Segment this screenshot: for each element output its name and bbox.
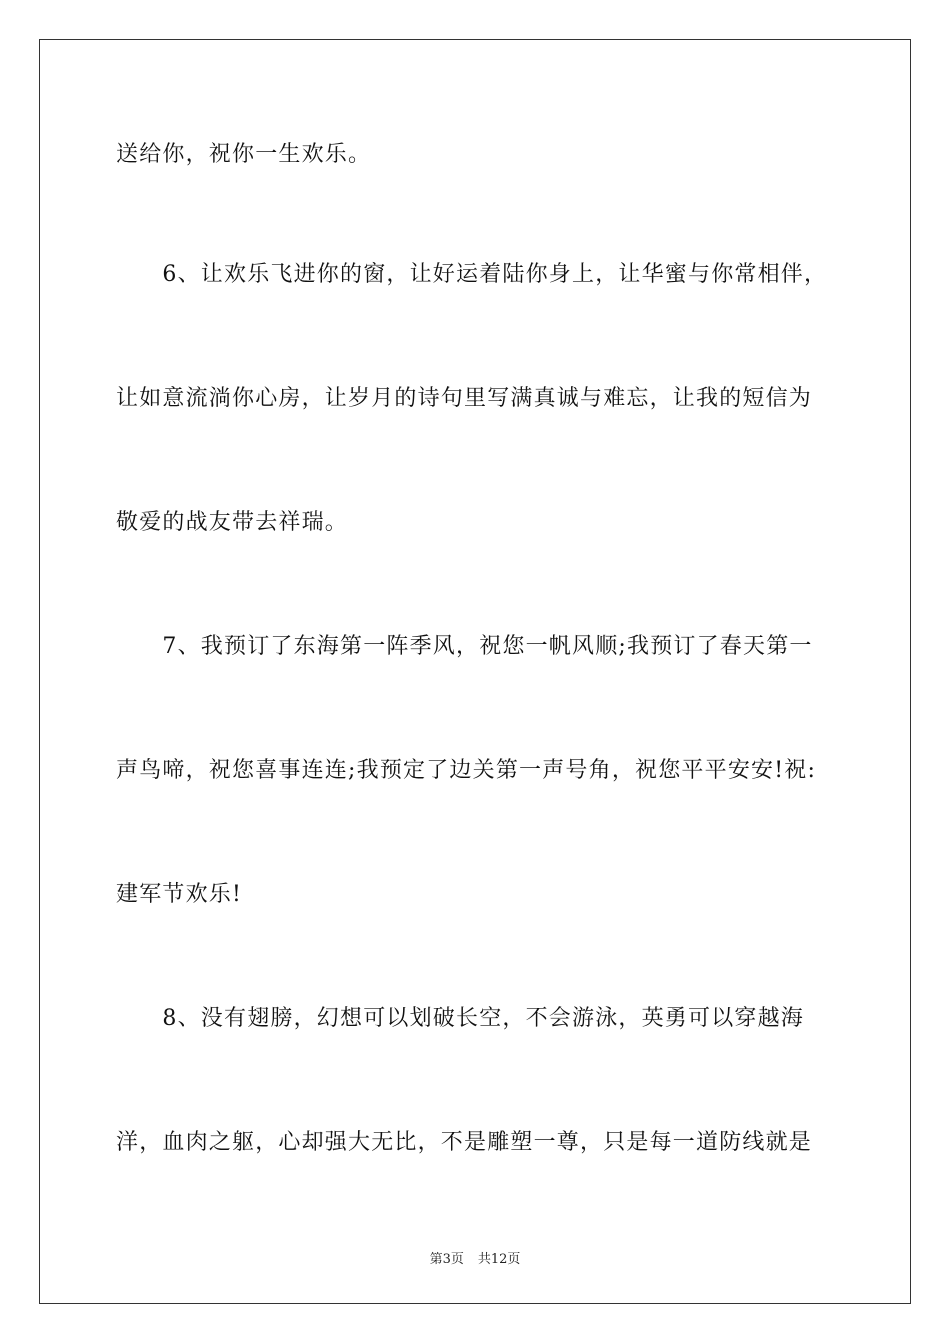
text-line-3: 让如意流淌你心房，让岁月的诗句里写满真诚与难忘，让我的短信为 (116, 386, 813, 411)
text-line-2: 6、让欢乐飞进你的窗，让好运着陆你身上，让华蜜与你常相伴， (116, 262, 828, 287)
text-line-5: 7、我预订了东海第一阵季风，祝您一帆风顺;我预订了春天第一 (116, 634, 813, 659)
text-line-1: 送给你，祝你一生欢乐。 (116, 142, 372, 167)
page-border (39, 39, 911, 1304)
text-line-9: 洋，血肉之躯，心却强大无比，不是雕塑一尊，只是每一道防线就是 (116, 1130, 813, 1155)
page-number: 第3页 (429, 1252, 464, 1267)
page-footer (0, 1248, 950, 1267)
text-line-7: 建军节欢乐! (116, 882, 243, 907)
text-line-6: 声鸟啼，祝您喜事连连;我预定了边关第一声号角，祝您平平安安!祝: (116, 758, 817, 783)
text-line-8: 8、没有翅膀，幻想可以划破长空，不会游泳，英勇可以穿越海 (116, 1006, 804, 1031)
text-line-4: 敬爱的战友带去祥瑞。 (116, 510, 349, 535)
page-total: 共12页 (477, 1252, 521, 1267)
